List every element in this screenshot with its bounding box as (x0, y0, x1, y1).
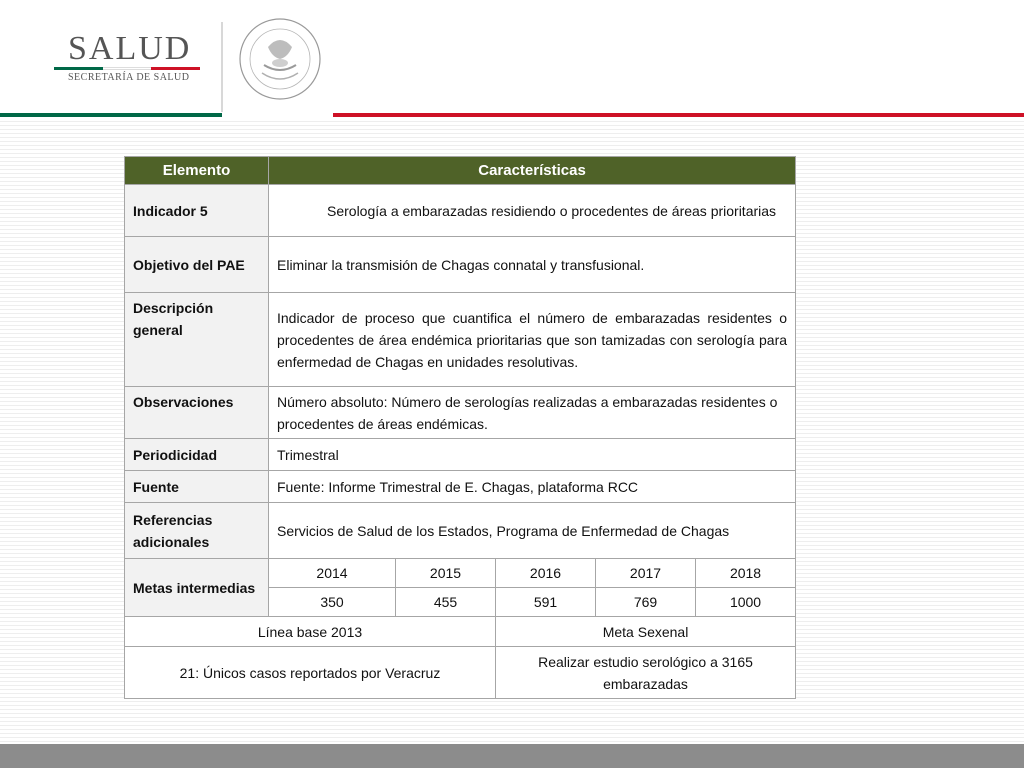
page-header (0, 0, 1024, 118)
table-row (125, 439, 796, 471)
row-label: Indicador 5 (125, 185, 269, 237)
table-row (125, 503, 796, 559)
meta-sexenal-value: Realizar estudio serológico a 3165 embarazadas (496, 647, 796, 699)
header-elemento: Elemento (125, 157, 269, 185)
meta-sexenal-label: Meta Sexenal (496, 617, 796, 647)
national-seal-icon (238, 17, 322, 101)
table-row (125, 387, 796, 439)
meta-value: 455 (396, 588, 496, 617)
meta-value: 591 (496, 588, 596, 617)
header-red-line (333, 113, 1024, 117)
table-row (125, 293, 796, 387)
row-label: Descripción general (125, 293, 269, 387)
table-row (125, 237, 796, 293)
metas-label: Metas intermedias (125, 559, 269, 617)
meta-year: 2017 (596, 559, 696, 588)
row-label: Periodicidad (125, 439, 269, 471)
logo-tricolor-rule (54, 67, 200, 70)
row-label: Objetivo del PAE (125, 237, 269, 293)
logo-subtitle: SECRETARÍA DE SALUD (68, 72, 190, 83)
row-value: Eliminar la transmisión de Chagas connatal y transfusional. (269, 237, 796, 293)
baseline-value-row (125, 647, 796, 699)
indicator-table (124, 156, 796, 699)
row-value: Servicios de Salud de los Estados, Programa de Enfermedad de Chagas (269, 503, 796, 559)
linea-base-label: Línea base 2013 (125, 617, 496, 647)
table-row (125, 471, 796, 503)
metas-years-row (125, 559, 796, 588)
baseline-header-row (125, 617, 796, 647)
table-header-row (125, 157, 796, 185)
footer-bar (0, 744, 1024, 768)
linea-base-value: 21: Únicos casos reportados por Veracruz (125, 647, 496, 699)
header-divider (221, 22, 223, 112)
meta-year: 2015 (396, 559, 496, 588)
row-value: Fuente: Informe Trimestral de E. Chagas, plataforma RCC (269, 471, 796, 503)
row-label: Referencias adicionales (125, 503, 269, 559)
meta-value: 769 (596, 588, 696, 617)
meta-value: 1000 (696, 588, 796, 617)
header-caracteristicas: Características (269, 157, 796, 185)
header-green-line (0, 113, 222, 117)
row-value: Indicador de proceso que cuantifica el número de embarazadas residentes o procedentes de área endémica prioritarias que son tamizadas con serología para enfermedad de Chagas en unidades resolutivas. (269, 293, 796, 387)
meta-value: 350 (269, 588, 396, 617)
row-value: Serología a embarazadas residiendo o procedentes de áreas prioritarias (269, 185, 796, 237)
row-label: Fuente (125, 471, 269, 503)
meta-year: 2018 (696, 559, 796, 588)
meta-year: 2016 (496, 559, 596, 588)
row-label: Observaciones (125, 387, 269, 439)
row-value: Trimestral (269, 439, 796, 471)
logo-title: SALUD (68, 30, 192, 67)
table-row (125, 185, 796, 237)
meta-year: 2014 (269, 559, 396, 588)
row-value: Número absoluto: Número de serologías realizadas a embarazadas residentes o procedentes de áreas endémicas. (269, 387, 796, 439)
